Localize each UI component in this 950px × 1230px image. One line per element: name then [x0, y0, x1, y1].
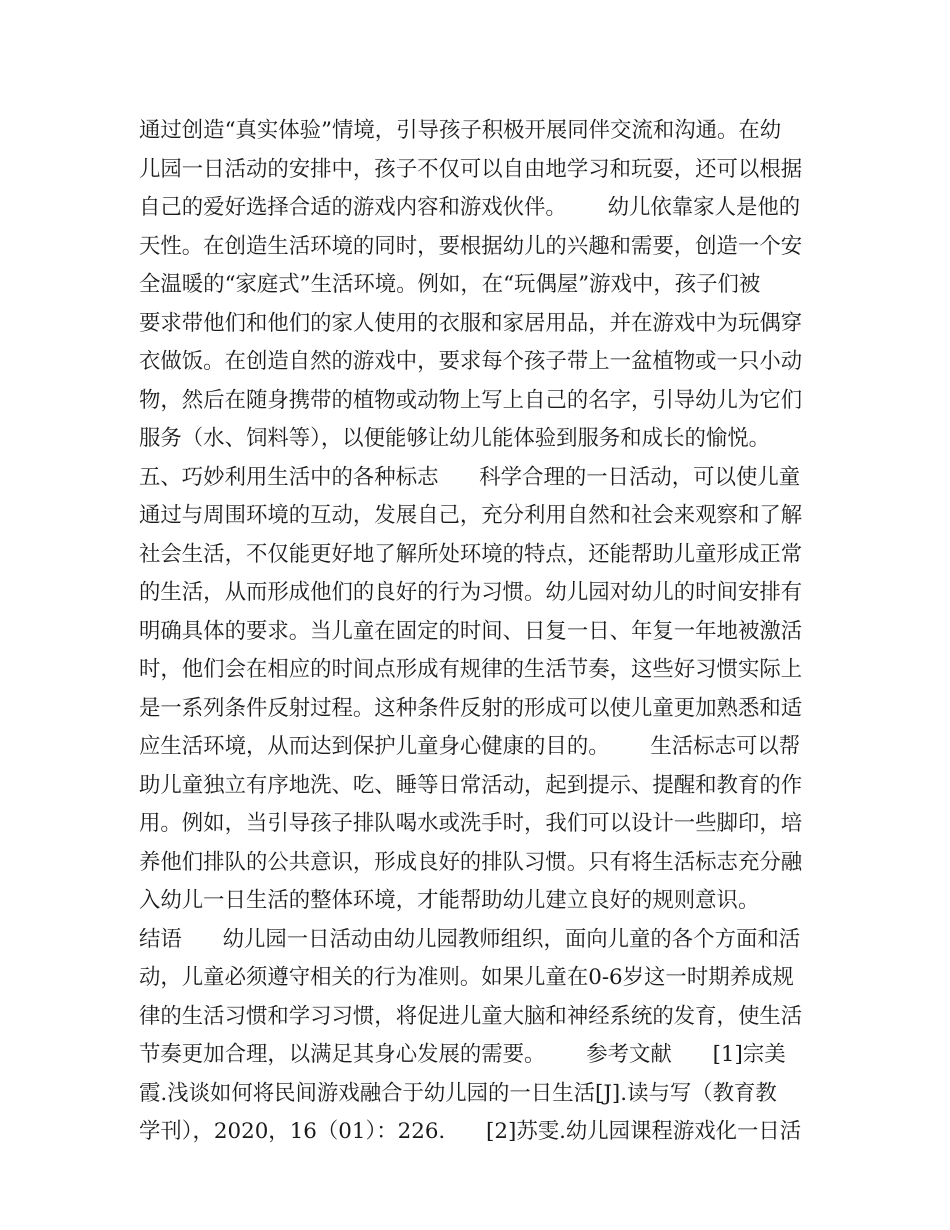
text-line: 通过创造“真实体验”情境，引导孩子积极开展同伴交流和沟通。在幼: [139, 118, 782, 143]
text-line: 自己的爱好选择合适的游戏内容和游戏伙伴。 幼儿依靠家人是他的: [139, 195, 801, 220]
text-line: 入幼儿一日生活的整体环境，才能帮助幼儿建立良好的规则意识。: [139, 888, 760, 913]
text-line: 通过与周围环境的互动，发展自己，充分利用自然和社会来观察和了解: [139, 503, 803, 528]
text-line: 动，儿童必须遵守相关的行为准则。如果儿童在0-6岁这一时期养成规: [139, 965, 794, 990]
text-line: 养他们排队的公共意识，形成良好的排队习惯。只有将生活标志充分融: [139, 849, 803, 875]
text-line: 的生活，从而形成他们的良好的行为习惯。幼儿园对幼儿的时间安排有: [139, 580, 803, 605]
references-line: 学刊），2020，16（01）：226. [2]苏雯.幼儿园课程游戏化一日活: [139, 1119, 802, 1144]
text-line: 律的生活习惯和学习习惯，将促进儿童大脑和神经系统的发育，使生活: [139, 1003, 803, 1029]
references-line: 节奏更加合理，以满足其身心发展的需要。 参考文献 [1]宗美: [139, 1042, 786, 1067]
text-line: 时，他们会在相应的时间点形成有规律的生活节奏，这些好习惯实际上: [139, 657, 803, 682]
conclusion-heading-line: 结语 幼儿园一日活动由幼儿园教师组织，面向儿童的各个方面和活: [139, 926, 801, 952]
section-heading-line: 五、巧妙利用生活中的各种标志 科学合理的一日活动，可以使儿童: [139, 464, 801, 490]
text-line: 是一系列条件反射过程。这种条件反射的形成可以使儿童更加熟悉和适: [139, 695, 803, 721]
text-line: 儿园一日活动的安排中，孩子不仅可以自由地学习和玩耍，还可以根据: [139, 156, 803, 182]
text-line: 天性。在创造生活环境的同时，要根据幼儿的兴趣和需要，创造一个安: [139, 233, 803, 259]
text-line: 全温暖的“家庭式”生活环境。例如，在“玩偶屋”游戏中，孩子们被: [139, 272, 761, 297]
text-line: 要求带他们和他们的家人使用的衣服和家居用品，并在游戏中为玩偶穿: [139, 310, 803, 336]
text-line: 应生活环境，从而达到保护儿童身心健康的目的。 生活标志可以帮: [139, 734, 801, 759]
text-line: 助儿童独立有序地洗、吃、睡等日常活动，起到提示、提醒和教育的作: [139, 772, 803, 798]
text-line: 服务（水、饲料等），以便能够让幼儿能体验到服务和成长的愉悦。: [139, 426, 771, 451]
text-line: 衣做饭。在创造自然的游戏中，要求每个孩子带上一盆植物或一只小动: [139, 349, 803, 374]
text-line: 物，然后在随身携带的植物或动物上写上自己的名字，引导幼儿为它们: [139, 387, 803, 413]
text-line: 社会生活，不仅能更好地了解所处环境的特点，还能帮助儿童形成正常: [139, 541, 803, 567]
references-line: 霞.浅谈如何将民间游戏融合于幼儿园的一日生活[J].读与写（教育教: [139, 1080, 777, 1106]
body-text: [139, 112, 839, 1152]
text-line: 明确具体的要求。当儿童在固定的时间、日复一日、年复一年地被激活: [139, 618, 803, 644]
text-line: 用。例如，当引导孩子排队喝水或洗手时，我们可以设计一些脚印，培: [139, 811, 803, 836]
